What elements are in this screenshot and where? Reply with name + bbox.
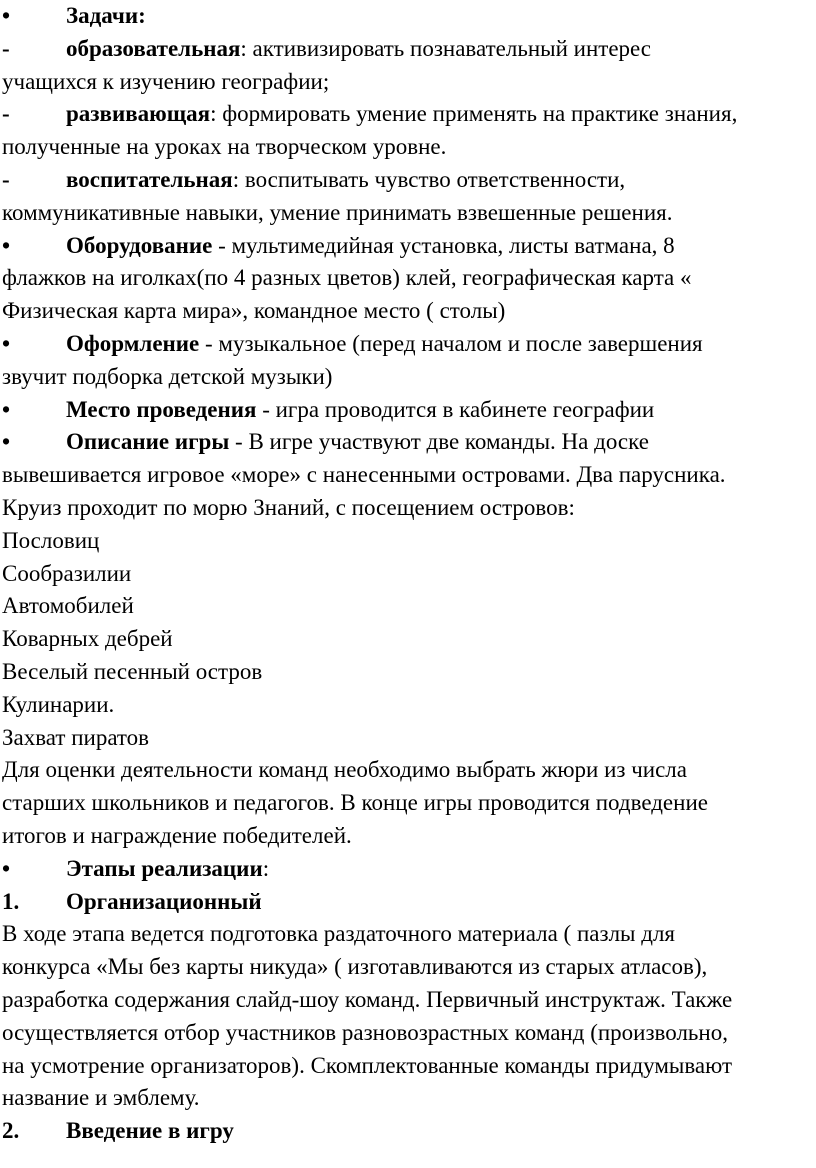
- task-educational-line2: учащихся к изучению географии;: [2, 68, 330, 94]
- island-item: Автомобилей: [2, 593, 134, 619]
- equipment-line1: [2, 230, 816, 263]
- game-description-text: - В игре участвуют две команды. На доске: [229, 429, 649, 455]
- stage1-number: 1.: [2, 888, 20, 914]
- island-item: Захват пиратов: [2, 724, 150, 750]
- stage1-text-line: на усмотрение организаторов). Скомплектованные команды придумывают: [2, 1052, 733, 1078]
- stage2-title: Введение в игру: [66, 1118, 234, 1144]
- jury-line2: старших школьников и педагогов. В конце игры проводится подведение: [2, 790, 708, 816]
- task-developing-line1: [2, 98, 816, 131]
- task-educational-line1: [2, 33, 816, 66]
- stages-term: Этапы реализации: [66, 855, 263, 881]
- design-text: - музыкальное (перед началом и после завершения: [199, 330, 703, 356]
- design-line2: звучит подборка детской музыки): [2, 363, 333, 389]
- island-item: Веселый песенный остров: [2, 658, 263, 684]
- game-description-line1: [2, 426, 816, 459]
- stage1-text-line: разработка содержания слайд-шоу команд. Первичный инструктаж. Также: [2, 986, 733, 1012]
- venue-text: - игра проводится в кабинете географии: [256, 396, 655, 422]
- bullet: •: [2, 232, 11, 258]
- stages-colon: :: [262, 855, 270, 881]
- task-educational-term: образовательная: [66, 35, 241, 61]
- stage1-text-line: В ходе этапа ведется подготовка раздаточного материала ( пазлы для: [2, 921, 676, 947]
- venue-term: Место проведения: [66, 396, 257, 422]
- island-item: Коварных дебрей: [2, 626, 173, 652]
- task-upbringing-text: : воспитывать чувство ответственности,: [232, 166, 626, 192]
- dash-marker: -: [2, 101, 10, 127]
- game-description-line3: Круиз проходит по морю Знаний, с посещением островов:: [2, 494, 575, 520]
- task-developing-term: развивающая: [66, 101, 211, 127]
- stage1-text-line: осуществляется отбор участников разновозрастных команд (произвольно,: [2, 1019, 728, 1045]
- bullet: •: [2, 429, 11, 455]
- bullet: •: [2, 330, 11, 356]
- game-description-term: Описание игры: [66, 429, 230, 455]
- game-description-line2: вывешивается игровое «море» с нанесенными островами. Два парусника.: [2, 462, 726, 488]
- stage1-title: Организационный: [66, 888, 262, 914]
- bullet: •: [2, 396, 11, 422]
- task-educational-text: : активизировать познавательный интерес: [240, 35, 652, 61]
- equipment-line3: Физическая карта мира», командное место ( столы): [2, 298, 506, 324]
- dash-marker: -: [2, 35, 10, 61]
- jury-line3: итогов и награждение победителей.: [2, 822, 352, 848]
- design-term: Оформление: [66, 330, 200, 356]
- tasks-heading: [2, 0, 816, 33]
- bullet: •: [2, 855, 11, 881]
- jury-line1: Для оценки деятельности команд необходимо выбрать жюри из числа: [2, 757, 687, 783]
- task-developing-text: : формировать умение применять на практике знания,: [210, 101, 738, 127]
- island-item: Пословиц: [2, 527, 100, 553]
- task-upbringing-line1: [2, 164, 816, 197]
- stage1-heading: [2, 886, 816, 919]
- stage2-heading: [2, 1115, 816, 1148]
- bullet: •: [2, 3, 11, 28]
- task-upbringing-line2: коммуникативные навыки, умение принимать взвешенные решения.: [2, 199, 673, 225]
- dash-marker: -: [2, 166, 10, 192]
- task-upbringing-term: воспитательная: [66, 166, 233, 192]
- island-item: Кулинарии.: [2, 691, 115, 717]
- venue-line1: [2, 394, 816, 427]
- equipment-term: Оборудование: [66, 232, 213, 258]
- stage2-number: 2.: [2, 1118, 20, 1144]
- stage1-text-line: конкурса «Мы без карты никуда» ( изготавливаются из старых атласов),: [2, 954, 708, 980]
- tasks-title: Задачи:: [66, 3, 146, 28]
- design-line1: [2, 328, 816, 361]
- island-item: Сообразилии: [2, 560, 132, 586]
- task-developing-line2: полученные на уроках на творческом уровне.: [2, 134, 447, 160]
- stage1-text-line: название и эмблему.: [2, 1085, 200, 1111]
- equipment-text: - мультимедийная установка, листы ватмана, 8: [212, 232, 675, 258]
- equipment-line2: флажков на иголках(по 4 разных цветов) клей, географическая карта «: [2, 265, 692, 291]
- stages-heading: [2, 853, 816, 886]
